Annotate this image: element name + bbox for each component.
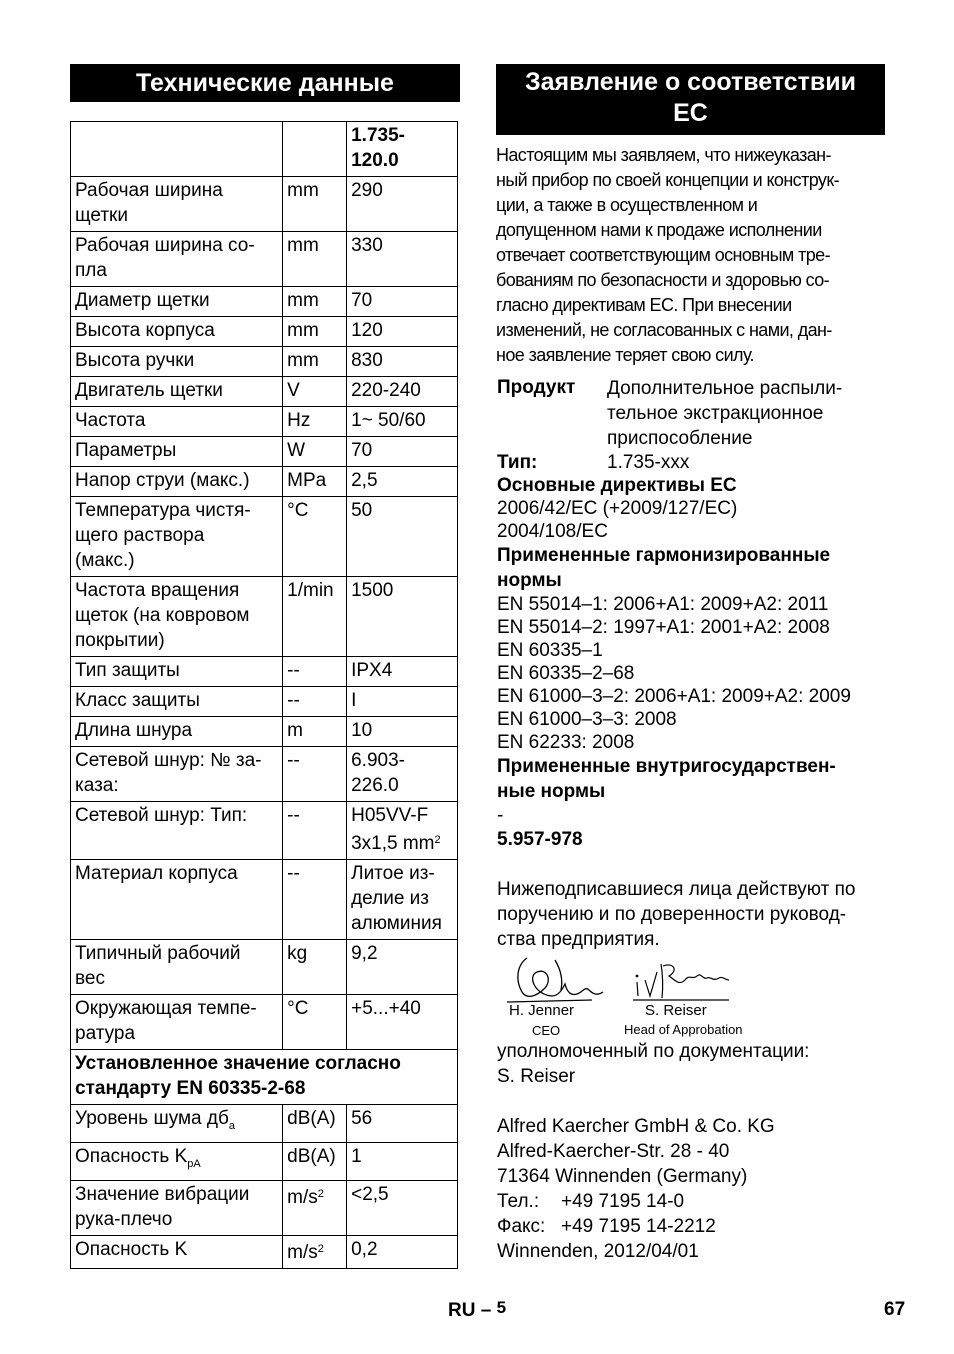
table-row xyxy=(71,317,458,347)
intro-line: допущенном нами к продаже исполнении xyxy=(496,220,822,240)
param-name xyxy=(71,287,283,317)
param-name-line: Рабочая ширина xyxy=(75,180,223,201)
param-unit-sup: 2 xyxy=(317,1187,324,1200)
signer2-role: Head of Approbation xyxy=(624,1022,743,1037)
signature-graphics xyxy=(497,950,797,1010)
tel-label: Тел.: xyxy=(497,1191,540,1212)
param-value xyxy=(347,437,458,467)
signer2-name: S. Reiser xyxy=(645,1002,707,1019)
param-name-line: покрытии) xyxy=(75,630,165,651)
signer1-role: CEO xyxy=(532,1023,561,1038)
param-unit xyxy=(283,1235,347,1268)
type-row xyxy=(497,451,887,474)
table-row xyxy=(71,577,458,657)
param-value-line: 1~ 50/60 xyxy=(351,410,426,431)
param-name xyxy=(71,347,283,377)
param-value xyxy=(347,717,458,747)
param-name xyxy=(71,1235,283,1268)
company-name: Alfred Kaercher GmbH & Co. KG xyxy=(497,1116,775,1137)
table-row xyxy=(71,747,458,802)
table-row xyxy=(71,1180,458,1235)
param-name-text: Уровень шума дб xyxy=(75,1108,229,1129)
signatories-text xyxy=(497,877,887,952)
directive-line: 2004/108/EC xyxy=(497,521,608,542)
param-unit: °C xyxy=(283,995,347,1050)
place-date: Winnenden, 2012/04/01 xyxy=(497,1241,699,1262)
param-value-line: 830 xyxy=(351,350,383,371)
param-name-line: щего раствора xyxy=(75,525,205,546)
param-value-line: +5...+40 xyxy=(351,998,421,1019)
param-value-line: 2,5 xyxy=(351,470,378,491)
table-row xyxy=(71,377,458,407)
table-row xyxy=(71,497,458,577)
param-value-line: 70 xyxy=(351,440,373,461)
declaration-intro xyxy=(496,143,888,368)
param-value xyxy=(347,377,458,407)
national-value: - xyxy=(497,805,504,826)
param-unit: -- xyxy=(283,802,347,860)
table-row xyxy=(71,467,458,497)
table-row xyxy=(71,437,458,467)
table-row xyxy=(71,347,458,377)
harmonized-heading xyxy=(497,543,887,593)
product-line: приспособление xyxy=(607,428,753,449)
signer1-name: H. Jenner xyxy=(509,1002,575,1019)
param-value xyxy=(347,467,458,497)
param-name-line: Высота ручки xyxy=(75,350,195,371)
param-value: 1 xyxy=(347,1142,458,1180)
param-unit-text: m/s xyxy=(287,1241,318,1263)
param-name-line: Частота xyxy=(75,410,146,431)
table-row xyxy=(71,860,458,940)
param-value xyxy=(347,687,458,717)
harmonized-standard: EN 60335–1 xyxy=(497,640,603,661)
param-value xyxy=(347,995,458,1050)
table-row xyxy=(71,407,458,437)
param-name xyxy=(71,1180,283,1235)
param-name xyxy=(71,177,283,232)
table-row xyxy=(71,1235,458,1268)
param-unit: V xyxy=(283,377,347,407)
product-line: Дополнительное распыли- xyxy=(607,378,843,399)
table-row xyxy=(71,687,458,717)
directive-line: 2006/42/EC (+2009/127/EC) xyxy=(497,498,738,519)
param-value-line: 1500 xyxy=(351,580,394,601)
signatories-line: Нижеподписавшиеся лица действуют по xyxy=(497,879,856,900)
param-value-line: IPX4 xyxy=(351,660,393,681)
param-value xyxy=(347,317,458,347)
signature-reiser xyxy=(633,964,729,1000)
signatures xyxy=(497,950,797,1045)
param-name-line: Частота вращения xyxy=(75,580,240,601)
param-name xyxy=(71,940,283,995)
table-row xyxy=(71,1105,458,1143)
intro-line: ный прибор по своей концепции и конструк- xyxy=(496,170,839,190)
param-value-line: делие из xyxy=(351,888,429,909)
param-name xyxy=(71,860,283,940)
harmonized-standard: EN 62233: 2008 xyxy=(497,732,635,753)
model-number-line: 1.735- xyxy=(351,125,405,146)
param-name xyxy=(71,437,283,467)
national-heading xyxy=(497,754,887,804)
footer-section-label xyxy=(448,1298,506,1322)
param-name-line: Материал корпуса xyxy=(75,863,238,884)
param-unit: -- xyxy=(283,860,347,940)
param-name-text: Опасность K xyxy=(75,1145,188,1167)
harmonized-standard: EN 61000–3–3: 2008 xyxy=(497,709,677,730)
param-unit: m xyxy=(283,717,347,747)
param-value-line: 70 xyxy=(351,290,373,311)
directives-heading: Основные директивы ЕС xyxy=(497,475,737,496)
param-unit: mm xyxy=(283,317,347,347)
param-value-line xyxy=(351,828,453,856)
table-row xyxy=(71,287,458,317)
type-label: Тип: xyxy=(497,452,538,473)
param-name-line: щеток (на ковровом xyxy=(75,605,250,626)
table-row xyxy=(71,802,458,860)
intro-line: отвечает соответствующим основным тре- xyxy=(496,245,830,265)
param-value-line: Литое из- xyxy=(351,863,435,884)
section-header-cell xyxy=(71,1050,458,1105)
fax-row xyxy=(497,1214,887,1239)
table-row xyxy=(71,1142,458,1180)
param-name xyxy=(71,577,283,657)
param-value-line: алюминия xyxy=(351,913,442,934)
param-name-text: Опасность K xyxy=(75,1238,188,1260)
product-row xyxy=(497,376,887,451)
param-name-sub: a xyxy=(228,1119,235,1132)
param-unit: mm xyxy=(283,287,347,317)
param-value xyxy=(347,177,458,232)
param-value: <2,5 xyxy=(347,1180,458,1235)
declaration-title xyxy=(496,64,885,135)
param-unit-text: m/s xyxy=(287,1186,318,1208)
harmonized-standard: EN 55014–1: 2006+A1: 2009+A2: 2011 xyxy=(497,594,829,615)
param-name-line: каза: xyxy=(75,775,119,796)
section-header-row xyxy=(71,1050,458,1105)
fax-value: +49 7195 14-2212 xyxy=(561,1216,716,1237)
param-value-line: 9,2 xyxy=(351,943,378,964)
param-name-line: Температура чистя- xyxy=(75,500,251,521)
company-street: Alfred-Kaercher-Str. 28 - 40 xyxy=(497,1141,730,1162)
param-name-line: Двигатель щетки xyxy=(75,380,223,401)
param-name-line: вес xyxy=(75,968,105,989)
param-value-line: 290 xyxy=(351,180,383,201)
param-unit xyxy=(283,1105,347,1143)
param-value-sup: 2 xyxy=(434,834,441,846)
page-number: 67 xyxy=(884,1299,906,1320)
table-row xyxy=(71,940,458,995)
tel-value: +49 7195 14-0 xyxy=(561,1191,685,1212)
param-value xyxy=(347,747,458,802)
param-name xyxy=(71,995,283,1050)
table-row xyxy=(71,995,458,1050)
param-unit: -- xyxy=(283,687,347,717)
intro-line: ции, а также в осуществленном и xyxy=(496,195,758,215)
param-name xyxy=(71,657,283,687)
param-name-line: Высота корпуса xyxy=(75,320,215,341)
harmonized-standard: EN 55014–2: 1997+A1: 2001+A2: 2008 xyxy=(497,617,830,638)
param-name xyxy=(71,467,283,497)
signature-jenner xyxy=(507,958,603,1002)
product-value xyxy=(607,376,887,451)
param-unit: Hz xyxy=(283,407,347,437)
national-heading-line: ные нормы xyxy=(497,781,606,802)
declaration-details xyxy=(497,376,887,952)
tech-data-table xyxy=(70,121,458,1269)
table-row xyxy=(71,657,458,687)
doc-auth-name: S. Reiser xyxy=(497,1066,576,1087)
param-value xyxy=(347,802,458,860)
param-name xyxy=(71,317,283,347)
param-value: 56 xyxy=(347,1105,458,1143)
param-name-line: ратура xyxy=(75,1023,136,1044)
param-unit: 1/min xyxy=(283,577,347,657)
intro-line: Настоящим мы заявляем, что нижеуказан- xyxy=(496,145,831,165)
declaration-title-line1: Заявление о соответствии xyxy=(524,68,857,96)
param-unit: MPa xyxy=(283,467,347,497)
param-value-line: H05VV-F xyxy=(351,805,429,826)
param-name xyxy=(71,1105,283,1143)
document-number: 5.957-978 xyxy=(497,829,583,850)
param-value xyxy=(347,347,458,377)
intro-line: бованиям по безопасности и здоровью со- xyxy=(496,270,830,290)
param-unit: mm xyxy=(283,232,347,287)
param-value: 0,2 xyxy=(347,1235,458,1268)
param-unit: kg xyxy=(283,940,347,995)
header-blank-cell xyxy=(71,122,283,177)
param-value-text: 3x1,5 mm xyxy=(351,833,435,854)
param-value xyxy=(347,940,458,995)
signatories-line: ства предприятия. xyxy=(497,929,660,950)
section-header-line: Установленное значение согласно xyxy=(75,1053,401,1074)
table-header-row xyxy=(71,122,458,177)
param-value xyxy=(347,232,458,287)
param-name-line: Диаметр щетки xyxy=(75,290,210,311)
param-name xyxy=(71,1142,283,1180)
harmonized-standard: EN 61000–3–2: 2006+A1: 2009+A2: 2009 xyxy=(497,686,851,707)
param-value-line: 10 xyxy=(351,720,373,741)
param-value-line: 330 xyxy=(351,235,383,256)
fax-label: Факс: xyxy=(497,1216,546,1237)
param-name xyxy=(71,687,283,717)
param-name xyxy=(71,232,283,287)
param-name-line: Рабочая ширина со- xyxy=(75,235,255,256)
param-value xyxy=(347,860,458,940)
table-row xyxy=(71,177,458,232)
intro-line: ное заявление теряет свою силу. xyxy=(496,345,754,365)
param-value xyxy=(347,497,458,577)
param-name-line: Параметры xyxy=(75,440,177,461)
section-header-line: стандарту EN 60335-2-68 xyxy=(75,1078,306,1099)
footer-lang: RU – xyxy=(448,1300,492,1321)
company-block xyxy=(497,1039,887,1264)
param-name-line: щетки xyxy=(75,205,128,226)
model-number-line: 120.0 xyxy=(351,150,399,171)
param-name-line: Сетевой шнур: Тип: xyxy=(75,805,248,826)
param-value xyxy=(347,287,458,317)
param-name xyxy=(71,497,283,577)
param-value xyxy=(347,577,458,657)
param-unit-text: dB(A) xyxy=(287,1145,336,1167)
param-unit-text: dB(A) xyxy=(287,1108,336,1129)
harmonized-heading-line: Примененные гармонизированные xyxy=(497,545,831,566)
param-name-line: пла xyxy=(75,260,107,281)
table-row xyxy=(71,717,458,747)
declaration-title-line2: ЕС xyxy=(673,99,708,127)
param-name-line: Длина шнура xyxy=(75,720,193,741)
footer-lang-page: 5 xyxy=(496,1298,507,1317)
param-name-line: (макс.) xyxy=(75,550,135,571)
param-name-line: Класс защиты xyxy=(75,690,200,711)
table-row xyxy=(71,232,458,287)
param-name-line: Значение вибрации xyxy=(75,1183,250,1205)
param-name xyxy=(71,377,283,407)
tel-row xyxy=(497,1189,887,1214)
param-name-line: Напор струи (макс.) xyxy=(75,470,250,491)
product-label: Продукт xyxy=(497,377,576,398)
param-unit: -- xyxy=(283,747,347,802)
param-unit: W xyxy=(283,437,347,467)
param-value-line: 226.0 xyxy=(351,775,399,796)
national-heading-line: Примененные внутригосударствен- xyxy=(497,756,836,777)
model-number-cell xyxy=(347,122,458,177)
param-value-line: 120 xyxy=(351,320,383,341)
param-unit xyxy=(283,1142,347,1180)
param-name-line: Типичный рабочий xyxy=(75,943,241,964)
param-name-line: Окружающая темпе- xyxy=(75,998,257,1019)
param-unit: °C xyxy=(283,497,347,577)
intro-line: гласно директивам ЕС. При внесении xyxy=(496,295,792,315)
type-value: 1.735-xxx xyxy=(607,452,690,473)
param-name-line: рука-плечо xyxy=(75,1208,173,1230)
header-blank-cell xyxy=(283,122,347,177)
product-line: тельное экстракционное xyxy=(607,403,824,424)
param-value xyxy=(347,657,458,687)
param-name-sub: pA xyxy=(187,1157,201,1170)
harmonized-heading-line: нормы xyxy=(497,570,562,591)
param-name-line: Сетевой шнур: № за- xyxy=(75,750,262,771)
param-unit: mm xyxy=(283,177,347,232)
param-name-line: Тип защиты xyxy=(75,660,180,681)
param-name xyxy=(71,802,283,860)
param-value-line: I xyxy=(351,690,357,711)
param-value-line: 6.903- xyxy=(351,750,405,771)
param-unit: -- xyxy=(283,657,347,687)
param-name xyxy=(71,717,283,747)
param-name xyxy=(71,747,283,802)
doc-auth-line: уполномоченный по документации: xyxy=(497,1041,810,1062)
signatories-line: поручению и по доверенности руковод- xyxy=(497,904,847,925)
param-name xyxy=(71,407,283,437)
harmonized-standard: EN 60335–2–68 xyxy=(497,663,635,684)
param-value xyxy=(347,407,458,437)
param-value-line: 220-240 xyxy=(351,380,421,401)
company-city: 71364 Winnenden (Germany) xyxy=(497,1166,748,1187)
param-unit-sup: 2 xyxy=(317,1242,324,1255)
param-unit: mm xyxy=(283,347,347,377)
tech-data-title: Технические данные xyxy=(70,64,460,102)
param-unit xyxy=(283,1180,347,1235)
param-value-line: 50 xyxy=(351,500,373,521)
intro-line: изменений, не согласованных с нами, дан- xyxy=(496,320,832,340)
harmonized-list xyxy=(497,593,887,754)
